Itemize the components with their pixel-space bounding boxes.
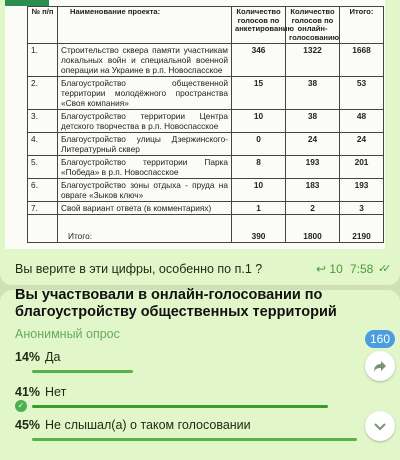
totals-total: 2190 [340, 215, 384, 243]
poll-option[interactable] [15, 385, 66, 399]
poll-type: Анонимный опрос [15, 327, 120, 341]
total-votes: 53 [340, 77, 384, 110]
survey-votes: 8 [232, 156, 286, 179]
total-votes: 48 [340, 110, 384, 133]
poll-option[interactable] [15, 350, 60, 364]
share-button[interactable] [365, 351, 395, 381]
totals-row [28, 215, 384, 243]
online-votes: 2 [286, 202, 340, 215]
option-result-bar [32, 405, 328, 408]
row-number: 4. [28, 133, 58, 156]
totals-empty [28, 215, 58, 243]
table-row [28, 156, 384, 179]
survey-votes: 10 [232, 110, 286, 133]
survey-votes: 15 [232, 77, 286, 110]
project-name: Свой вариант ответа (в комментариях) [58, 202, 232, 215]
results-table [27, 6, 384, 243]
totals-online: 1800 [286, 215, 340, 243]
attached-photo[interactable] [5, 0, 385, 249]
project-name: Благоустройство территории Центра детского творчества в р.п. Новоспасское [58, 110, 232, 133]
survey-votes: 10 [232, 179, 286, 202]
project-name: Благоустройство улицы Дзержинского- Литературный сквер [58, 133, 232, 156]
survey-votes: 1 [232, 202, 286, 215]
row-number: 6. [28, 179, 58, 202]
poll-option[interactable] [15, 418, 251, 432]
collapse-button[interactable] [365, 411, 395, 441]
table-row [28, 202, 384, 215]
online-votes: 38 [286, 110, 340, 133]
selected-check-icon: ✓ [15, 400, 27, 412]
total-votes: 3 [340, 202, 384, 215]
message-text: Вы верите в эти цифры, особенно по п.1 ? [15, 262, 263, 276]
message-time: 7:58 [350, 262, 374, 276]
project-name: Благоустройство территории Парка «Победа» в р.п. Новоспасское [58, 156, 232, 179]
chevron-down-icon [372, 418, 388, 434]
totals-survey: 390 [232, 215, 286, 243]
table-row [28, 77, 384, 110]
survey-votes: 0 [232, 133, 286, 156]
project-name: Благоустройство зоны отдыха - пруда на овраге «Зыков ключ» [58, 179, 232, 202]
online-votes: 1322 [286, 44, 340, 77]
share-icon [372, 358, 388, 374]
online-votes: 183 [286, 179, 340, 202]
header-online: Количество голосов по онлайн-голосованию [286, 7, 340, 44]
table-row [28, 133, 384, 156]
total-votes: 201 [340, 156, 384, 179]
option-percent: 41% [15, 385, 41, 399]
row-number: 1. [28, 44, 58, 77]
row-number: 3. [28, 110, 58, 133]
total-votes: 193 [340, 179, 384, 202]
online-votes: 193 [286, 156, 340, 179]
poll-question: Вы участвовали в онлайн-голосовании по благоустройству общественных территорий [15, 287, 337, 320]
option-label: Нет [45, 385, 67, 399]
reply-arrow-icon: ↩ [316, 262, 327, 276]
option-result-bar [32, 438, 357, 441]
table-row [28, 44, 384, 77]
online-votes: 38 [286, 77, 340, 110]
header-total: Итого: [340, 7, 384, 44]
option-percent: 45% [15, 418, 41, 432]
option-label: Не слышал(а) о таком голосовании [45, 418, 251, 432]
row-number: 2. [28, 77, 58, 110]
project-name: Строительство сквера памяти участникам локальных войн и специальной военной операции на Украине в р.п. Новоспасское [58, 44, 232, 77]
header-name: Наименование проекта: [58, 7, 232, 44]
option-label: Да [45, 350, 61, 364]
online-votes: 24 [286, 133, 340, 156]
table-row [28, 110, 384, 133]
votes-count-badge[interactable]: 160 [365, 330, 395, 348]
replies-count[interactable]: ↩ 10 [316, 262, 343, 276]
row-number: 7. [28, 202, 58, 215]
total-votes: 1668 [340, 44, 384, 77]
option-result-bar [32, 370, 133, 373]
total-votes: 24 [340, 133, 384, 156]
option-percent: 14% [15, 350, 41, 364]
header-num: № п/п [28, 7, 58, 44]
header-survey: Количество голосов по анкетированию [232, 7, 286, 44]
double-check-icon: ✓✓ [378, 263, 387, 275]
project-name: Благоустройство общественной территории молодёжного пространства «Своя компания» [58, 77, 232, 110]
survey-votes: 346 [232, 44, 286, 77]
table-row [28, 179, 384, 202]
totals-label: Итого: [58, 215, 232, 243]
row-number: 5. [28, 156, 58, 179]
